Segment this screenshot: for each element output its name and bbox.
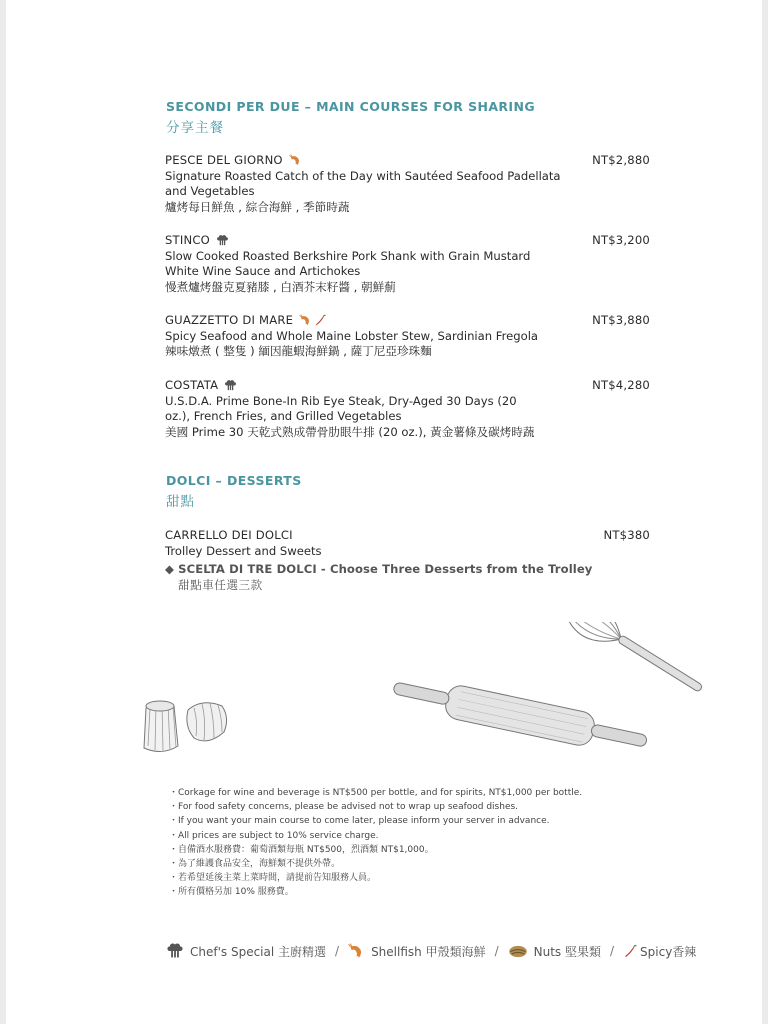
note-line: ・All prices are subject to 10% service charge. <box>169 830 379 841</box>
section-title-mains: SECONDI PER DUE – MAIN COURSES FOR SHARING <box>166 99 536 114</box>
legend-separator: / <box>494 944 499 958</box>
item-desc-cn: 辣味燉煮 ( 整隻 ) 緬因龍蝦海鮮鍋 , 薩丁尼亞珍珠麵 <box>165 344 432 359</box>
item-name: PESCE DEL GIORNO <box>165 153 283 167</box>
note-line: ・For food safety concerns, please be advised not to wrap up seafood dishes. <box>169 802 519 813</box>
menu-item <box>165 528 650 593</box>
note-line: ・Corkage for wine and beverage is NT$500 per bottle, and for spirits, NT$1,000 per bottle. <box>169 788 583 798</box>
legend-spicy: Spicy香辣 <box>640 944 697 959</box>
legend <box>166 942 696 960</box>
item-name: STINCO <box>165 233 210 247</box>
item-desc-en: U.S.D.A. Prime Bone-In Rib Eye Steak, Dry-Aged 30 Days (20 oz.), French Fries, and Grilled Vegetables <box>165 393 517 424</box>
dessert-choice: ◆ SCELTA DI TRE DOLCI - Choose Three Desserts from the Trolley <box>165 562 593 577</box>
item-desc-en: Spicy Seafood and Whole Maine Lobster Stew, Sardinian Fregola <box>165 328 539 343</box>
chef-hat-icon <box>166 942 184 960</box>
note-line: ・自備酒水服務費：葡萄酒類每瓶 NT$500，烈酒類 NT$1,000。 <box>169 844 434 855</box>
item-desc-en: Signature Roasted Catch of the Day with Sautéed Seafood Padellata and Vegetables <box>165 168 561 199</box>
item-desc-en: Trolley Dessert and Sweets <box>165 543 322 558</box>
legend-shellfish: Shellfish 甲殼類海鮮 <box>371 944 486 959</box>
note-line: ・若希望延後主菜上菜時間，請提前告知服務人員。 <box>169 873 377 884</box>
item-desc-cn: 美國 Prime 30 天乾式熟成帶骨肋眼牛排 (20 oz.), 黃金薯條及碳烤時蔬 <box>165 424 535 439</box>
shrimp-icon <box>348 943 365 960</box>
item-price: NT$3,200 <box>592 233 650 247</box>
baking-tools-illustration <box>386 622 716 762</box>
legend-nuts: Nuts 堅果類 <box>533 944 601 959</box>
item-price: NT$3,880 <box>592 313 650 327</box>
item-desc-en: Slow Cooked Roasted Berkshire Pork Shank with Grain Mustard White Wine Sauce and Artichokes <box>165 248 531 279</box>
chili-icon <box>314 314 327 327</box>
canele-illustration <box>138 690 238 760</box>
menu-page <box>6 0 762 1024</box>
legend-chef: Chef's Special 主廚精選 <box>190 944 327 959</box>
item-price: NT$4,280 <box>592 378 650 392</box>
chili-icon <box>623 944 638 959</box>
section-title-desserts: DOLCI – DESSERTS <box>166 473 302 488</box>
item-name: COSTATA <box>165 378 219 392</box>
menu-item <box>165 153 650 215</box>
item-desc-cn: 爐烤每日鮮魚 , 綜合海鮮 , 季節時蔬 <box>165 199 350 214</box>
item-name: GUAZZETTO DI MARE <box>165 313 294 327</box>
chef-hat-icon <box>216 234 229 247</box>
item-price: NT$380 <box>603 528 650 542</box>
item-price: NT$2,880 <box>592 153 650 167</box>
notes <box>169 786 582 900</box>
item-desc-cn: 慢煮爐烤盤克夏豬膝 , 白酒芥末籽醬 , 朝鮮薊 <box>165 279 396 294</box>
nut-icon <box>508 944 528 959</box>
item-name: CARRELLO DEI DOLCI <box>165 528 293 542</box>
shrimp-icon <box>289 154 302 167</box>
dessert-choice-cn: 甜點車任選三款 <box>178 577 263 592</box>
section-title-desserts-cn: 甜點 <box>166 494 195 510</box>
shrimp-icon <box>299 314 312 327</box>
menu-item <box>165 378 650 440</box>
note-line: ・If you want your main course to come later, please inform your server in advance. <box>169 816 550 827</box>
legend-separator: / <box>609 944 615 958</box>
section-title-mains-cn: 分享主餐 <box>166 120 224 136</box>
note-line: ・所有價格另加 10% 服務費。 <box>169 887 294 898</box>
note-line: ・為了維護食品安全，海鮮類不提供外帶。 <box>169 859 341 870</box>
menu-item <box>165 233 650 295</box>
menu-item <box>165 313 650 360</box>
chef-hat-icon <box>224 379 237 392</box>
legend-separator: / <box>335 944 340 958</box>
